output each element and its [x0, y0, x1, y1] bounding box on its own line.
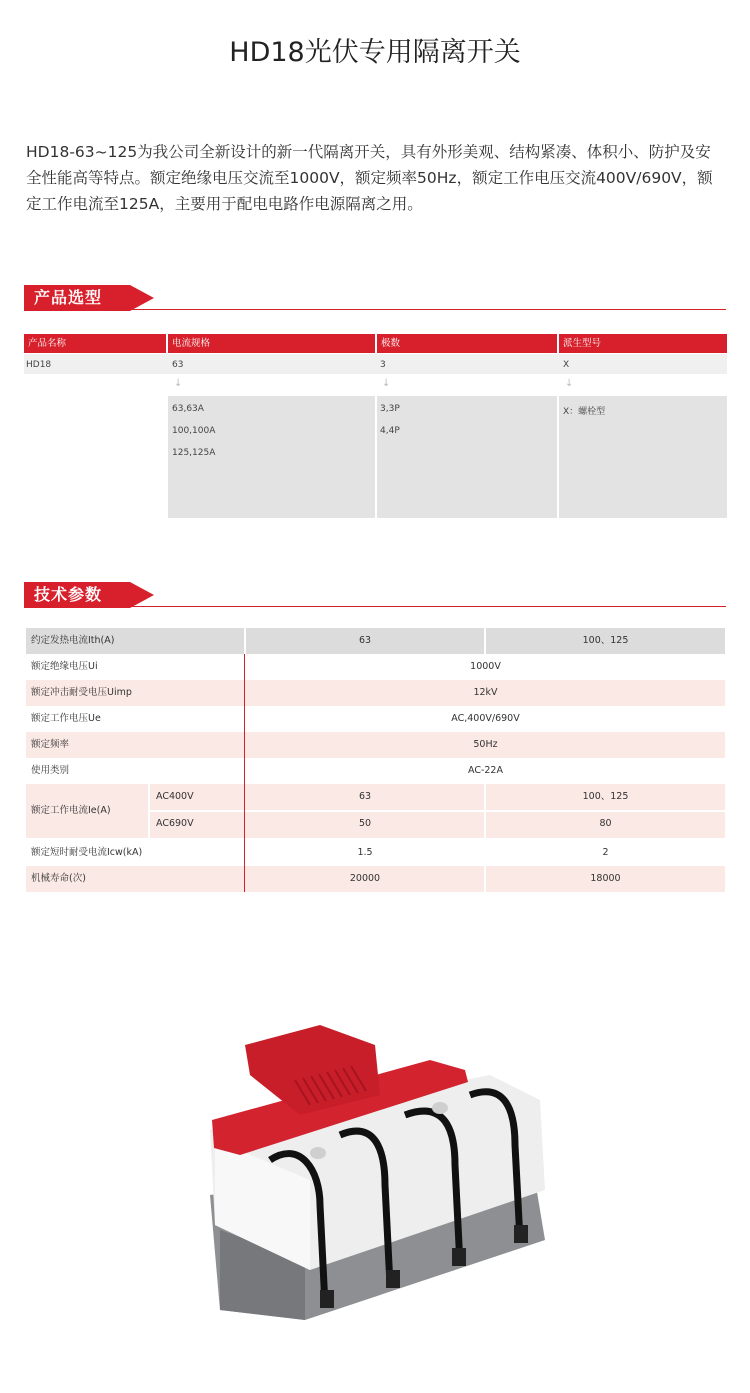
- section-header-tech: [24, 582, 726, 610]
- param-value: 2: [602, 847, 609, 858]
- table-row: [26, 866, 725, 892]
- table-row: [26, 654, 725, 680]
- section-tag-tail: [130, 285, 154, 311]
- param-value: 20000: [349, 873, 381, 884]
- arrow-down-icon: ↓: [174, 378, 183, 389]
- param-label: 约定发热电流Ith(A): [31, 635, 115, 646]
- param-value: 12kV: [473, 687, 498, 698]
- table-red-divider: [244, 654, 245, 892]
- table-row: [26, 628, 725, 654]
- param-value: 63: [358, 635, 372, 646]
- section-rule: [130, 309, 726, 310]
- selection-value-variant: X: [563, 360, 570, 370]
- current-option: 63,63A: [172, 404, 204, 414]
- table-row: [26, 732, 725, 758]
- param-label: 使用类别: [31, 765, 70, 776]
- terminal-slot: [514, 1225, 528, 1243]
- param-label: 机械寿命(次): [31, 873, 86, 884]
- section-title-tech: 技术参数: [24, 582, 130, 608]
- param-value: 1.5: [357, 847, 373, 858]
- intro-paragraph: HD18-63~125为我公司全新设计的新一代隔离开关，具有外形美观、结构紧凑、体积小、防护及安全性能高等特点。额定绝缘电压交流至1000V，额定频率50Hz，额定工作电压交流400V/690V，额定工作电流至125A，主要用于配电电路作电源隔离之用。: [26, 143, 713, 213]
- terminal-slot: [452, 1248, 466, 1266]
- poles-option: 4,4P: [380, 426, 400, 436]
- poles-options-box: [377, 396, 557, 518]
- selection-header-current: 电流规格: [168, 334, 375, 353]
- param-label: 额定冲击耐受电压Uimp: [31, 687, 132, 698]
- selection-header-variant: 派生型号: [559, 334, 727, 353]
- param-value: 100、125: [582, 791, 629, 802]
- param-value: 63: [358, 791, 372, 802]
- section-tag-tail: [130, 582, 154, 608]
- param-sub-label: AC690V: [156, 818, 194, 829]
- selection-header-name: 产品名称: [24, 334, 166, 353]
- indicator-hole: [432, 1102, 448, 1114]
- column-divider: [484, 784, 486, 838]
- param-value: 100、125: [582, 635, 629, 646]
- param-label: 额定短时耐受电流Icw(kA): [31, 847, 143, 858]
- arrow-down-icon: ↓: [565, 378, 574, 389]
- table-row: [26, 706, 725, 732]
- section-rule: [130, 606, 726, 607]
- table-row: [26, 840, 725, 866]
- poles-option: 3,3P: [380, 404, 400, 414]
- param-label: 额定绝缘电压Ui: [31, 661, 98, 672]
- variant-option: X：螺栓型: [563, 407, 606, 417]
- param-value: AC,400V/690V: [451, 713, 520, 724]
- selection-value-name: HD18: [26, 360, 52, 370]
- param-value: AC-22A: [468, 765, 503, 776]
- page-title: HD18光伏专用隔离开关: [229, 37, 521, 68]
- indicator-hole: [310, 1147, 326, 1159]
- param-label: 额定工作电压Ue: [31, 713, 101, 724]
- section-title-selection: 产品选型: [24, 285, 130, 311]
- table-row: [26, 758, 725, 784]
- table-row: [26, 784, 725, 838]
- param-value: 80: [599, 818, 612, 829]
- isolator-switch-illustration: [200, 1020, 560, 1350]
- section-header-selection: [24, 285, 726, 313]
- selection-value-poles: 3: [380, 360, 386, 370]
- param-value: 50Hz: [473, 739, 498, 750]
- arrow-down-icon: ↓: [382, 378, 391, 389]
- current-option: 125,125A: [172, 448, 216, 458]
- product-image: [200, 1020, 560, 1350]
- param-value: 18000: [590, 873, 621, 884]
- terminal-slot: [386, 1270, 400, 1288]
- terminal-slot: [320, 1290, 334, 1308]
- param-label: 额定频率: [31, 739, 70, 750]
- param-value: 50: [358, 818, 372, 829]
- selection-header-poles: 极数: [377, 334, 557, 353]
- param-sub-label: AC400V: [156, 791, 194, 802]
- current-option: 100,100A: [172, 426, 216, 436]
- selection-value-current: 63: [172, 360, 184, 370]
- table-row: [26, 680, 725, 706]
- selection-value-row: [24, 354, 727, 374]
- param-label: 额定工作电流Ie(A): [31, 805, 111, 816]
- param-value: 1000V: [470, 661, 501, 672]
